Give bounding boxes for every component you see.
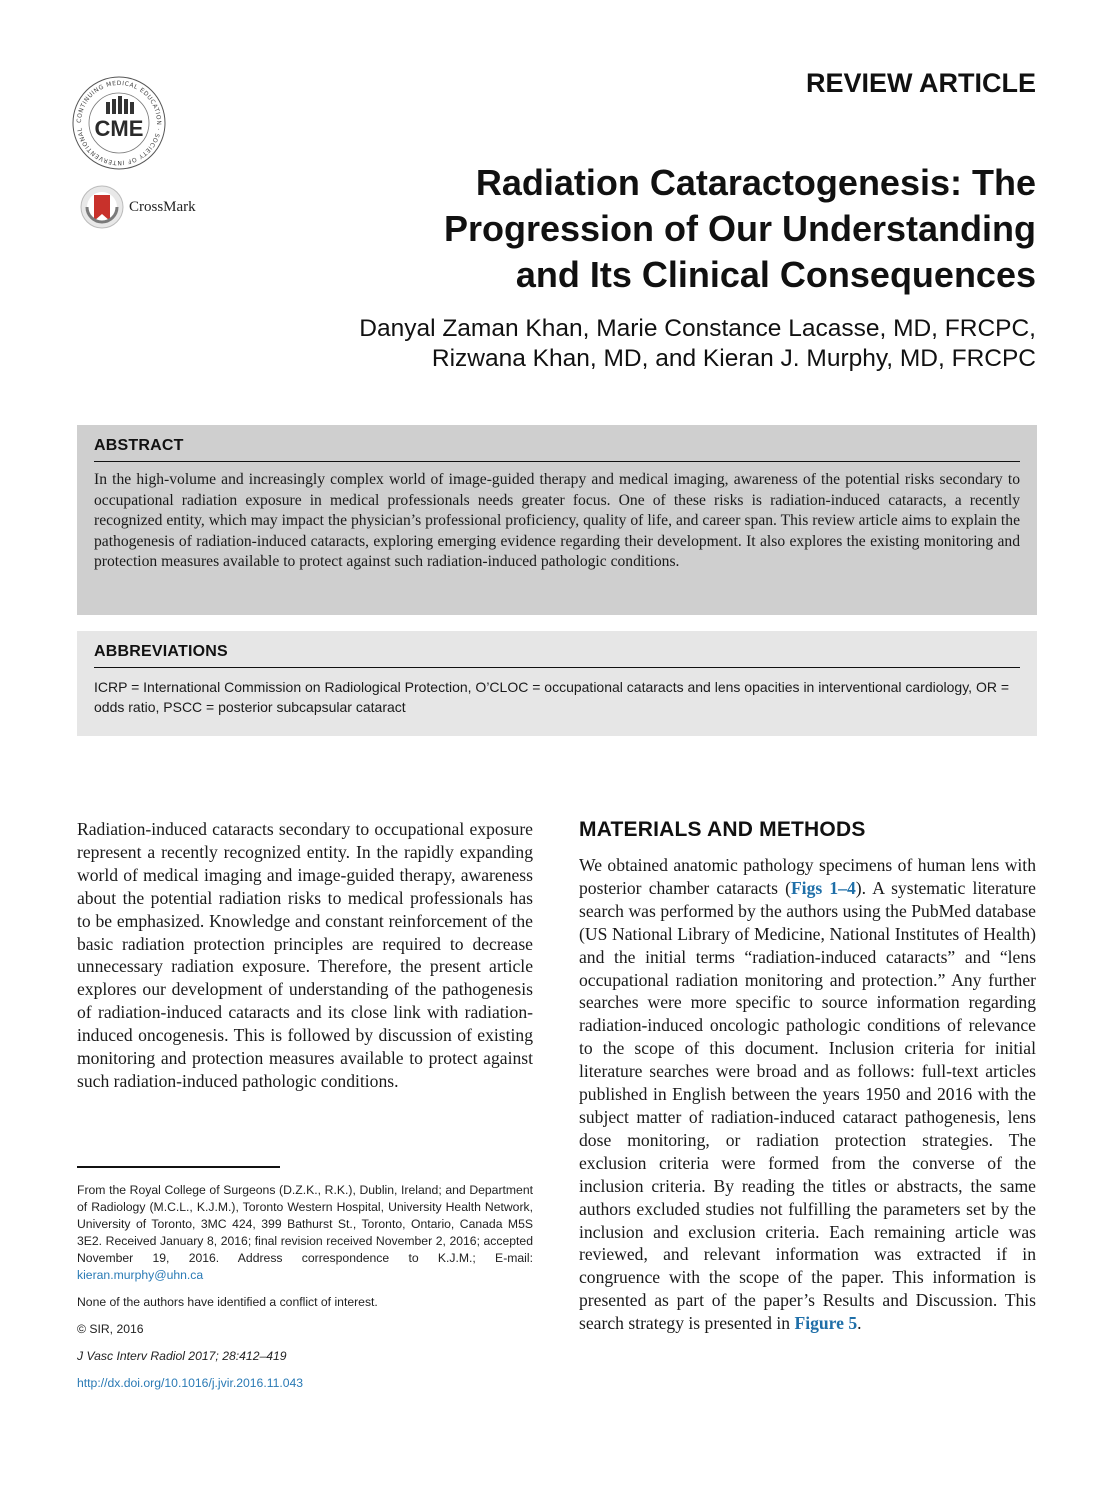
methods-paragraph [579,854,1036,1335]
cme-logo [70,74,168,172]
doi-link[interactable]: http://dx.doi.org/10.1016/j.jvir.2016.11.043 [77,1376,304,1390]
affiliation-text: From the Royal College of Surgeons (D.Z.K., R.K.), Dublin, Ireland; and Department of Radiology (M.C.L., K.J.M.), Toronto Western Hospital, University Health Network, University of Toronto, 3MC 424, 399 Bathurst St., Toronto, Ontario, Canada M5S 3E2. Received January 8, 2016; final revision received November 2, 2016; accepted November 19, 2016. [77,1183,533,1265]
abbreviations-heading: ABBREVIATIONS [94,643,1020,668]
right-column [579,818,1036,1335]
affiliation-footnote [77,1182,533,1284]
abstract-box [77,425,1037,615]
methods-text-part: . [857,1313,862,1334]
methods-text-part: We obtained anatomic pathology specimens of human lens with posterior chamber cataracts ( [579,855,1036,898]
svg-text:CONTINUING MEDICAL EDUCATION ·: CONTINUING MEDICAL EDUCATION · SOCIETY OF INTERVENTIONAL [75,79,163,167]
title-line: Radiation Cataractogenesis: The [475,162,1036,203]
author-list [136,314,1036,374]
footnotes [77,1182,533,1392]
methods-heading: MATERIALS AND METHODS [579,818,866,841]
correspondence-name: K.J.M.; E-mail: [437,1251,533,1265]
author-line: Rizwana Khan, MD, and Kieran J. Murphy, MD, FRCPC [431,345,1036,372]
methods-text-part: ). A systematic literature search was performed by the authors using the PubMed database (US National Library of Medicine, National Institutes of Health) and the initial terms “radiation-induced cataracts” and “lens occupational radiation monitoring and protection.” Any further searches were more specific to source information regarding radiation-induced oncologic pathologic conditions of relevance to the scope of this document. Inclusion criteria for initial literature searches were broad and as follows: full-text articles published in English between the years 1950 and 2016 with the subject matter of radiation-induced cataract pathogenesis, lens dose monitoring, or radiation protection strategies. The exclusion criteria were formed from the converse of the inclusion criteria. By reading the titles or abstracts, the same authors excluded studies not fulfilling the parameters set by the inclusion and exclusion criteria. Each remaining article was reviewed, and relevant information was extracted if in congruence with the scope of the paper. This information is presented as part of the paper’s Results and Discussion. This search strategy is presented in [579,877,1036,1334]
abbreviations-text: ICRP = International Commission on Radiological Protection, O’CLOC = occupational cataracts and lens opacities in interventional cardiology, OR = odds ratio, PSCC = posterior subcapsular cataract [94,679,1010,715]
crossmark-icon [80,185,124,229]
left-column [77,818,533,1093]
journal-citation: J Vasc Interv Radiol 2017; 28:412–419 [77,1349,287,1363]
intro-paragraph: Radiation-induced cataracts secondary to occupational exposure represent a recently recognized entity. In the rapidly expanding world of medical imaging and image-guided therapy, awareness about the potential radiation risks to medical professionals has to be emphasized. Knowledge and constant reinforcement of the basic radiation protection principles are required to decrease unnecessary radiation exposure. Therefore, the present article explores our development of understanding of the pathogenesis of radiation-induced cataracts and its close link with radiation-induced oncogenesis. This is followed by discussion of existing monitoring and protection measures available to protect against such radiation-induced pathologic conditions. [77,819,533,1091]
abbreviations-box [77,631,1037,736]
svg-text:CME: CME [94,116,144,141]
figs-1-4-link[interactable]: Figs 1–4 [790,877,856,898]
figure-5-link[interactable]: Figure 5 [794,1313,858,1334]
section-type: REVIEW ARTICLE [805,68,1036,98]
author-email-link[interactable]: kieran.murphy@uhn.ca [77,1268,204,1282]
title-line: Progression of Our Understanding [443,208,1036,249]
conflict-statement: None of the authors have identified a conflict of interest. [77,1295,378,1309]
article-title [276,160,1036,298]
copyright: © SIR, 2016 [77,1322,144,1336]
abstract-text: In the high-volume and increasingly complex world of image-guided therapy and medical imaging, awareness of the potential risks secondary to occupational radiation exposure in medical professionals needs greater focus. One of these risks is radiation-induced cataracts, a recently recognized entity, which may impact the physician’s professional proficiency, quality of life, and career span. This review article aims to explain the pathogenesis of radiation-induced cataracts, exploring emerging evidence regarding their development. It also explores the existing monitoring and protection measures available to protect against such radiation-induced pathologic conditions. [94,471,1020,571]
crossmark-label: CrossMark [129,198,196,215]
author-line: Danyal Zaman Khan, Marie Constance Lacasse, MD, FRCPC, [359,315,1036,342]
cme-seal-icon [70,74,168,172]
abstract-heading: ABSTRACT [94,437,1020,462]
title-line: and Its Clinical Consequences [515,254,1036,295]
crossmark-badge[interactable] [80,185,196,229]
correspondence-label: Address correspondence to [237,1251,419,1265]
footnote-divider [77,1166,280,1168]
